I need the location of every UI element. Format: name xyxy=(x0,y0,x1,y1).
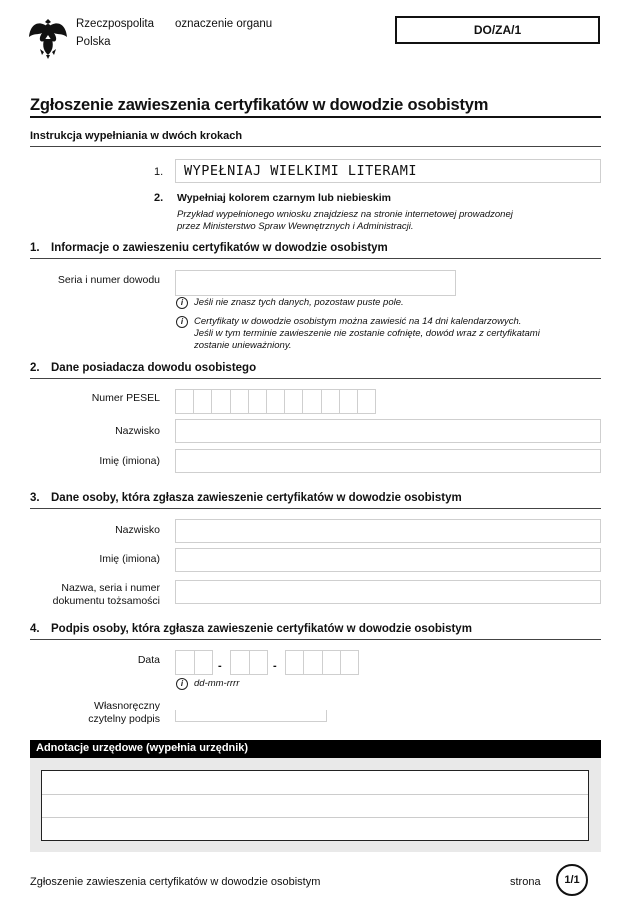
country-name-line2: Polska xyxy=(76,36,111,48)
date-month-input[interactable] xyxy=(230,650,268,675)
date-separator: - xyxy=(273,660,277,672)
info-icon: i xyxy=(176,297,188,309)
eagle-emblem-icon xyxy=(28,15,68,59)
section2-heading: Dane posiadacza dowodu osobistego xyxy=(51,362,257,374)
signature-label-line1: Własnoręczny xyxy=(94,700,160,712)
date-hint: dd-mm-rrrr xyxy=(194,678,240,689)
owner-names-label: Imię (imiona) xyxy=(99,455,160,467)
date-day-input[interactable] xyxy=(175,650,213,675)
page-label: strona xyxy=(510,876,541,888)
section3-rule xyxy=(30,508,601,509)
reporter-names-input[interactable] xyxy=(175,548,601,572)
id-number-label: Seria i numer dowodu xyxy=(57,274,160,286)
annotation-line xyxy=(42,794,588,795)
instructions-heading: Instrukcja wypełniania w dwóch krokach xyxy=(30,130,243,142)
section2-rule xyxy=(30,378,601,379)
info-icon: i xyxy=(176,316,188,328)
pesel-label: Numer PESEL xyxy=(91,392,160,404)
signature-label-line2: czytelny podpis xyxy=(88,713,160,725)
section4-number: 4. xyxy=(30,623,40,635)
official-annotations-box xyxy=(41,770,589,841)
reporter-names-label: Imię (imiona) xyxy=(99,553,160,565)
page-number-badge: 1/1 xyxy=(556,864,588,896)
date-label: Data xyxy=(137,654,160,666)
signature-field[interactable] xyxy=(175,710,327,722)
annotation-line xyxy=(42,817,588,818)
official-annotations-bar: Adnotacje urzędowe (wypełnia urzędnik) xyxy=(30,740,601,758)
section3-heading: Dane osoby, która zgłasza zawieszenie certyfikatów w dowodzie osobistym xyxy=(51,492,462,504)
form-code-box: DO/ZA/1 xyxy=(395,16,600,44)
step1-number: 1. xyxy=(154,166,164,178)
step1-example-box: WYPEŁNIAJ WIELKIMI LITERAMI xyxy=(175,159,601,183)
section4-rule xyxy=(30,639,601,640)
reporter-doc-label-line2: dokumentu tożsamości xyxy=(52,595,160,607)
section3-number: 3. xyxy=(30,492,40,504)
section1-number: 1. xyxy=(30,242,40,254)
date-separator: - xyxy=(218,660,222,672)
section1-info2-line3: zostanie unieważniony. xyxy=(194,340,292,351)
title-rule xyxy=(30,116,601,118)
official-annotations-area xyxy=(30,758,601,852)
step2-text: Wypełniaj kolorem czarnym lub niebieskim xyxy=(177,192,391,204)
reporter-surname-label: Nazwisko xyxy=(115,524,160,536)
section1-info1: Jeśli nie znasz tych danych, pozostaw puste pole. xyxy=(194,297,404,308)
example-note-line1: Przykład wypełnionego wniosku znajdziesz na stronie internetowej prowadzonej xyxy=(177,209,513,220)
section1-info2-line2: Jeśli w tym terminie zawieszenie nie zostanie cofnięte, dowód wraz z certyfikatami xyxy=(194,328,540,339)
authority-label: oznaczenie organu xyxy=(175,18,273,30)
section1-info2-line1: Certyfikaty w dowodzie osobistym można zawiesić na 14 dni kalendarzowych. xyxy=(194,316,522,327)
info-icon: i xyxy=(176,678,188,690)
example-note-line2: przez Ministerstwo Spraw Wewnętrznych i Administracji. xyxy=(177,221,414,232)
section4-heading: Podpis osoby, która zgłasza zawieszenie certyfikatów w dowodzie osobistym xyxy=(51,623,472,635)
owner-surname-input[interactable] xyxy=(175,419,601,443)
id-number-input[interactable] xyxy=(175,270,456,296)
footer-title: Zgłoszenie zawieszenia certyfikatów w dowodzie osobistym xyxy=(30,876,321,888)
date-year-input[interactable] xyxy=(285,650,359,675)
section1-heading: Informacje o zawieszeniu certyfikatów w dowodzie osobistym xyxy=(51,242,388,254)
reporter-doc-label-line1: Nazwa, seria i numer xyxy=(61,582,160,594)
pesel-input[interactable] xyxy=(175,389,376,414)
country-name-line1: Rzeczpospolita xyxy=(76,18,154,30)
reporter-surname-input[interactable] xyxy=(175,519,601,543)
reporter-doc-input[interactable] xyxy=(175,580,601,604)
page-title: Zgłoszenie zawieszenia certyfikatów w dowodzie osobistym xyxy=(30,96,489,114)
section1-rule xyxy=(30,258,601,259)
step2-number: 2. xyxy=(154,192,164,204)
section2-number: 2. xyxy=(30,362,40,374)
owner-surname-label: Nazwisko xyxy=(115,425,160,437)
owner-names-input[interactable] xyxy=(175,449,601,473)
instructions-rule xyxy=(30,146,601,147)
